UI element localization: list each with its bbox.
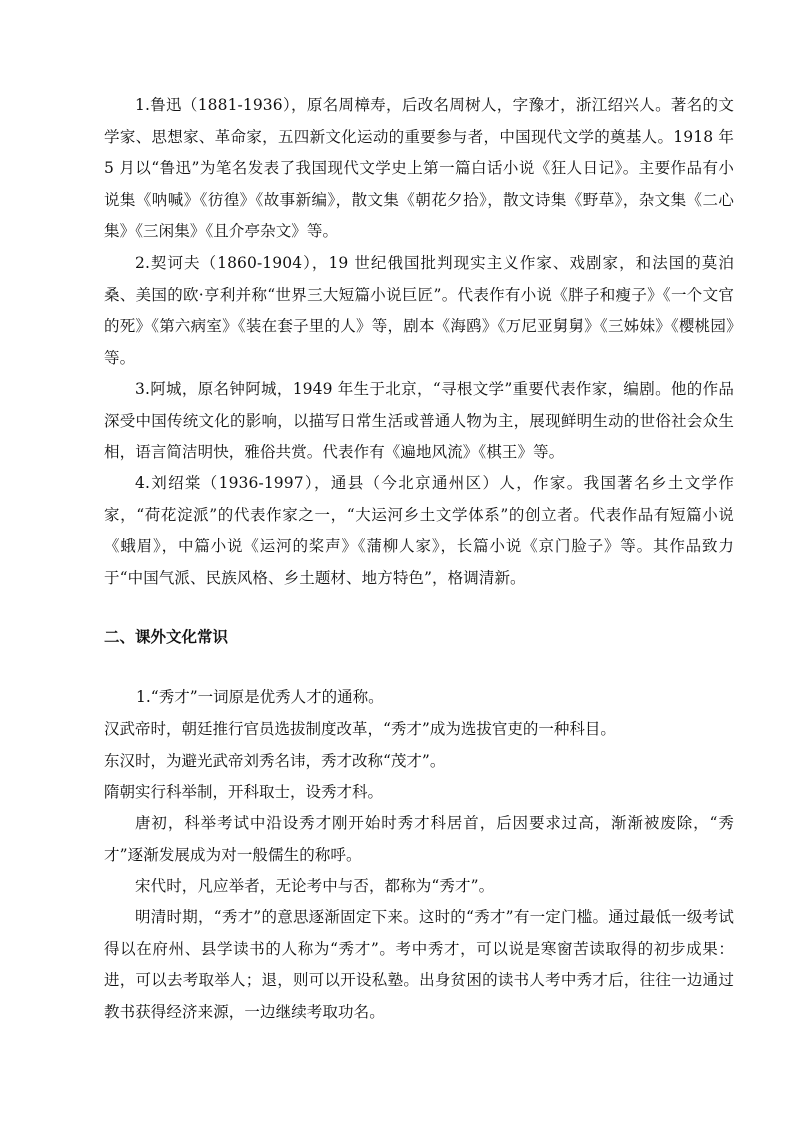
author-entry-liu-shaotang: 4.刘绍棠（1936-1997），通县（今北京通州区）人，作家。我国著名乡土文学作家，“荷花淀派”的代表作家之一，“大运河乡土文学体系”的创立者。代表作品有短篇小说《蛾眉》，中篇小说《运河的桨声》《蒲柳人家》，长篇小说《京门脸子》等。其作品致力于“中国气派、民族风格、乡土题材、地方特色”，格调清新。 bbox=[104, 474, 734, 587]
culture-line-3: 东汉时，为避光武帝刘秀名讳，秀才改称“茂才”。 bbox=[104, 752, 446, 770]
culture-para-tang: 唐初，科举考试中沿设秀才刚开始时秀才科居首，后因要求过高，渐渐被废除，“秀才”逐渐发展成为对一般儒生的称呼。 bbox=[104, 814, 734, 864]
author-entry-lu-xun: 1.鲁迅（1881-1936），原名周樟寿，后改名周树人，字豫才，浙江绍兴人。著名的文学家、思想家、革命家，五四新文化运动的重要参与者，中国现代文学的奠基人。1918 年 5 月以“鲁迅”为笔名发表了我国现代文学史上第一篇白话小说《狂人日记》。主要作品有小说集《呐喊》《彷徨》《故事新编》，散文集《朝花夕拾》，散文诗集《野草》，杂文集《二心集》《三闲集》《且介亭杂文》等。 bbox=[104, 96, 734, 240]
section-heading-culture: 二、课外文化常识 bbox=[104, 627, 229, 646]
author-entry-chekhov: 2.契诃夫（1860-1904），19 世纪俄国批判现实主义作家、戏剧家，和法国的莫泊桑、美国的欧·亨利并称“世界三大短篇小说巨匠”。代表作有小说《胖子和瘦子》《一个文官的死》《第六病室》《装在套子里的人》等，剧本《海鸥》《万尼亚舅舅》《三姊妹》《樱桃园》等。 bbox=[104, 254, 734, 367]
author-entry-a-cheng: 3.阿城，原名钟阿城，1949 年生于北京，“寻根文学”重要代表作家，编剧。他的作品深受中国传统文化的影响，以描写日常生活或普通人物为主，展现鲜明生动的世俗社会众生相，语言简洁明快，雅俗共赏。代表作有《遍地风流》《棋王》等。 bbox=[104, 380, 734, 461]
culture-line-2: 汉武帝时，朝廷推行官员选拔制度改革，“秀才”成为选拔官吏的一种科目。 bbox=[104, 720, 616, 738]
culture-line-4: 隋朝实行科举制，开科取士，设秀才科。 bbox=[104, 783, 384, 801]
culture-para-mingqing: 明清时期，“秀才”的意思逐渐固定下来。这时的“秀才”有一定门槛。通过最低一级考试得以在府州、县学读书的人称为“秀才”。考中秀才，可以说是寒窗苦读取得的初步成果：进，可以去考取举人；退，则可以开设私塾。出身贫困的读书人考中秀才后，往往一边通过教书获得经济来源，一边继续考取功名。 bbox=[104, 908, 734, 1021]
culture-line-1: 1.“秀才”一词原是优秀人才的通称。 bbox=[136, 688, 384, 706]
culture-para-song: 宋代时，凡应举者，无论考中与否，都称为“秀才”。 bbox=[135, 877, 495, 895]
